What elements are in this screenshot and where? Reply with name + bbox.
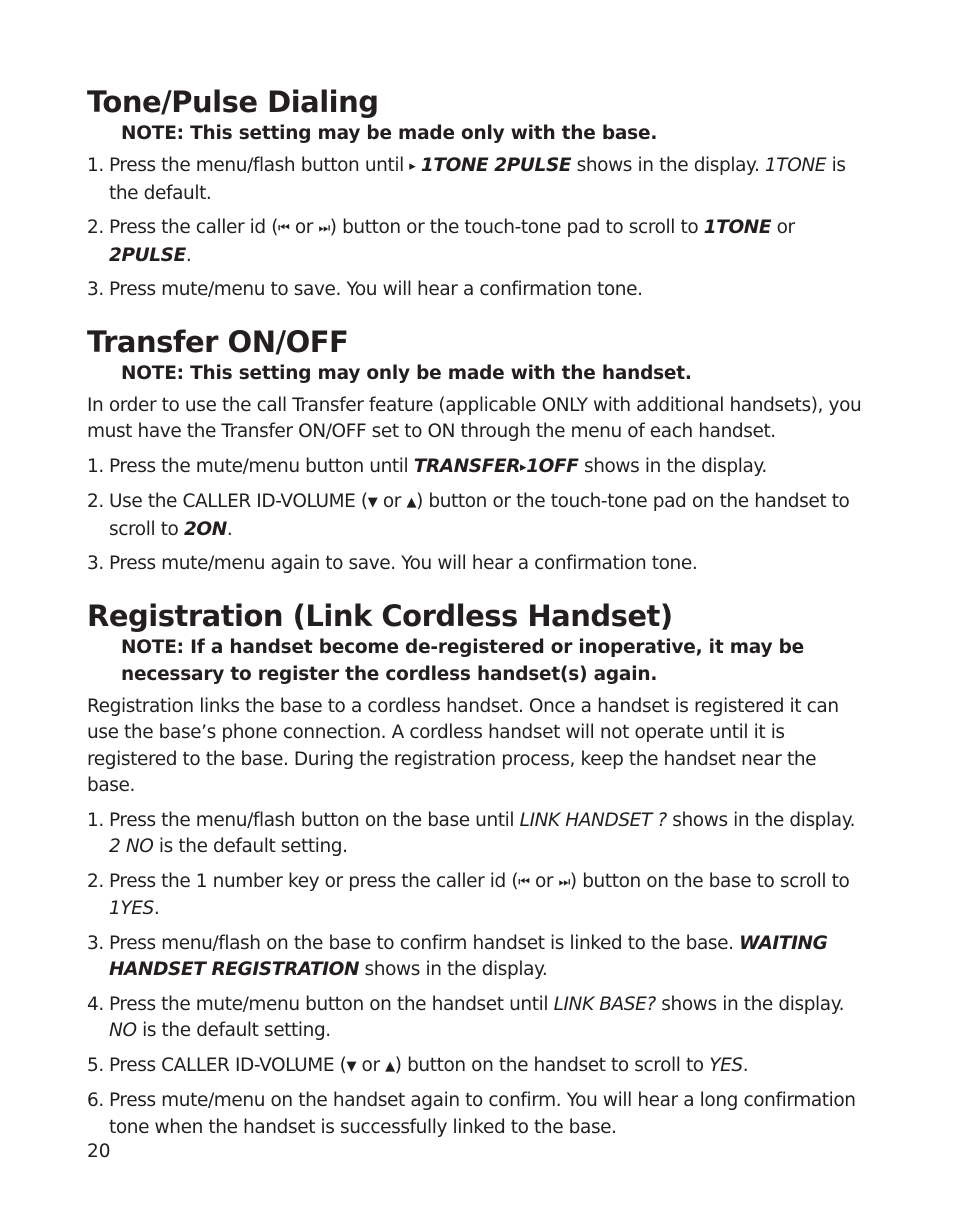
step-transfer-1 <box>87 454 869 482</box>
note-tone-pulse: NOTE: This setting may be made only with the base. <box>121 123 658 144</box>
step-registration-2 <box>87 869 869 923</box>
step-text: ) button or the touch-tone pad on the handset to scroll to <box>109 491 850 540</box>
up-arrow-icon: ▲ <box>406 495 417 510</box>
step-registration-3 <box>87 931 869 984</box>
step-tone-pulse-1 <box>87 153 869 207</box>
step-number: 2. <box>87 217 104 238</box>
display-text: 2ON <box>183 518 227 540</box>
step-text: or <box>771 217 795 238</box>
next-track-icon: ⏭ <box>558 874 570 890</box>
step-number: 1. <box>87 155 104 176</box>
step-number: 1. <box>87 809 104 831</box>
step-number: 6. <box>87 1090 104 1111</box>
intro-registration: Registration links the base to a cordless handset. Once a handset is registered it can use the base’s phone connection. A cordless handset will not operate until it is registered to the base. During the registration process, keep the handset near the base. <box>87 695 839 796</box>
step-registration-4 <box>87 992 869 1045</box>
step-text: Press mute/menu to save. You will hear a confirmation tone. <box>109 279 643 300</box>
step-tone-pulse-2 <box>87 215 869 269</box>
display-text: 1TONE <box>703 217 772 238</box>
step-text: Press menu/flash on the base to confirm handset is linked to the base. <box>109 932 740 954</box>
step-text: Use the CALLER ID-VOLUME ( <box>109 491 368 512</box>
display-text: LINK HANDSET ? <box>519 809 667 831</box>
intro-transfer: In order to use the call Transfer feature (applicable ONLY with additional handsets), you must have the Transfer ON/OFF set to ON through the menu of each handset. <box>87 394 862 442</box>
display-text: LINK BASE? <box>553 993 656 1015</box>
step-number: 2. <box>87 491 104 512</box>
step-text: shows in the display. <box>578 455 767 477</box>
step-text: Press CALLER ID-VOLUME ( <box>109 1054 347 1076</box>
step-text: ) button or the touch-tone pad to scroll to <box>329 217 704 238</box>
steps-registration <box>87 808 869 1142</box>
display-text: YES <box>709 1054 743 1076</box>
step-tone-pulse-3 <box>87 277 869 304</box>
display-text: NO <box>109 1020 137 1041</box>
step-text: ) button on the handset to scroll to <box>394 1054 710 1076</box>
step-text: is the default. <box>109 155 846 204</box>
display-text: 1TONE 2PULSE <box>420 155 572 176</box>
step-text: shows in the display. <box>666 809 856 831</box>
step-registration-6 <box>87 1088 869 1141</box>
display-text: 1TONE <box>764 155 827 176</box>
up-arrow-icon: ▲ <box>385 1058 395 1074</box>
step-text: . <box>226 518 233 540</box>
step-text: is the default setting. <box>136 1020 331 1041</box>
section-title-transfer: Transfer ON/OFF <box>87 324 349 359</box>
next-track-icon: ⏭ <box>318 221 330 236</box>
step-transfer-3 <box>87 551 869 578</box>
step-registration-1 <box>87 808 869 861</box>
manual-page <box>87 84 869 1149</box>
step-number: 1. <box>87 455 104 477</box>
step-number: 5. <box>87 1054 104 1076</box>
down-arrow-icon: ▼ <box>346 1058 357 1074</box>
step-text: Press mute/menu again to save. You will hear a confirmation tone. <box>109 553 698 574</box>
step-text: . <box>185 244 192 266</box>
right-arrow-icon: ▸ <box>409 159 416 174</box>
previous-track-icon: ⏮ <box>518 874 530 890</box>
step-text: Press the menu/flash button on the base until <box>109 809 520 831</box>
step-text: ) button on the base to scroll to <box>569 870 850 892</box>
step-text: Press the 1 number key or press the caller id ( <box>109 870 519 892</box>
step-number: 3. <box>87 932 104 954</box>
display-text: 2 NO <box>109 836 154 857</box>
right-arrow-icon: ▸ <box>520 459 527 475</box>
display-text: WAITING HANDSET REGISTRATION <box>109 932 828 980</box>
step-text: or <box>529 870 559 892</box>
page-number: 20 <box>87 1141 111 1162</box>
step-text: shows in the display. <box>359 959 548 980</box>
display-text: 1OFF <box>526 455 579 477</box>
display-text: 2PULSE <box>109 244 186 266</box>
display-text: 1YES <box>109 898 154 919</box>
step-text: Press the menu/flash button until <box>109 155 410 176</box>
step-text: shows in the display. <box>571 155 765 176</box>
step-text: Press the mute/menu button on the handset until <box>109 993 554 1015</box>
step-transfer-2 <box>87 489 869 543</box>
step-number: 2. <box>87 870 104 892</box>
down-arrow-icon: ▼ <box>367 495 378 510</box>
step-text: shows in the display. <box>655 993 845 1015</box>
step-registration-5 <box>87 1053 869 1081</box>
section-title-tone-pulse: Tone/Pulse Dialing <box>87 85 379 119</box>
step-text: or <box>377 491 407 512</box>
steps-tone-pulse <box>87 153 869 304</box>
step-number: 3. <box>87 279 104 300</box>
display-text: TRANSFER <box>413 455 521 477</box>
step-text: . <box>153 898 160 919</box>
section-title-registration: Registration (Link Cordless Handset) <box>87 598 673 633</box>
previous-track-icon: ⏮ <box>278 221 290 236</box>
step-text: Press the caller id ( <box>109 217 279 238</box>
step-text: or <box>289 217 319 238</box>
steps-transfer <box>87 454 869 578</box>
step-text: Press the mute/menu button until <box>109 455 414 477</box>
note-transfer: NOTE: This setting may only be made with the handset. <box>121 362 692 384</box>
step-number: 4. <box>87 993 104 1015</box>
step-text: is the default setting. <box>153 836 348 857</box>
step-text: . <box>742 1054 749 1076</box>
step-number: 3. <box>87 553 104 574</box>
note-registration: NOTE: If a handset become de-registered or inoperative, it may be necessary to register the cordless handset(s) again. <box>121 636 804 685</box>
step-text: or <box>356 1054 386 1076</box>
step-text: Press mute/menu on the handset again to confirm. You will hear a long confirmation tone when the handset is successfully linked to the base. <box>109 1090 856 1138</box>
